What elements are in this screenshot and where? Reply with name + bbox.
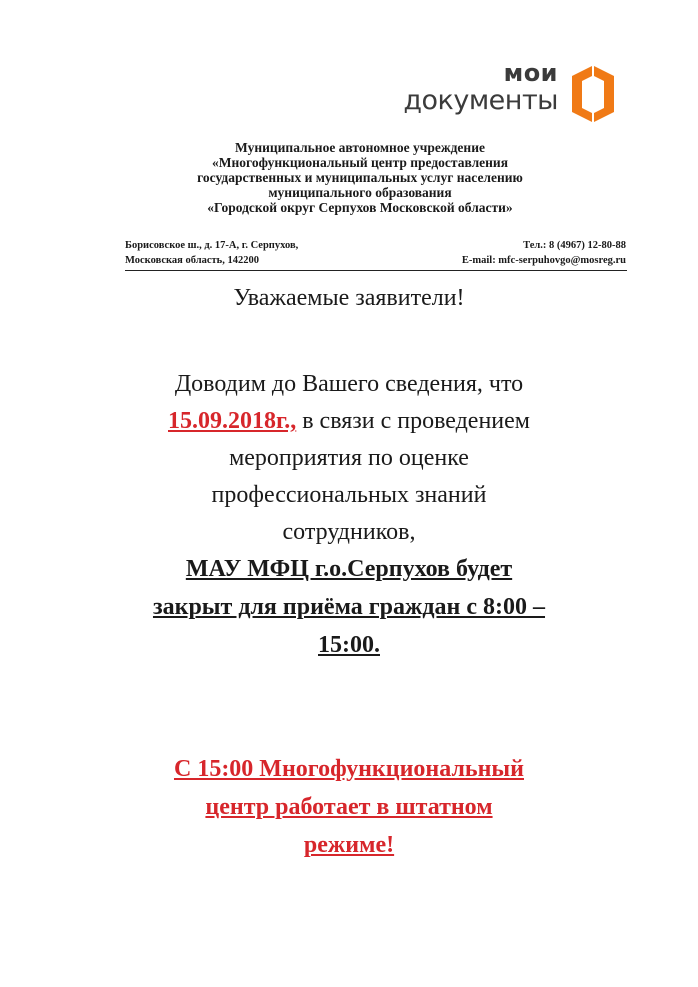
- notice-line2: центр работает в штатном: [205, 794, 493, 820]
- greeting-heading: Уважаемые заявители!: [233, 285, 465, 311]
- header-divider: [125, 270, 627, 271]
- notice-line3: режиме!: [303, 832, 395, 858]
- logo-text: [403, 60, 558, 116]
- org-line: Муниципальное автономное учреждение: [235, 140, 485, 155]
- phone-number: Тел.: 8 (4967) 12-80-88: [523, 240, 626, 251]
- reopening-notice: [0, 750, 698, 864]
- message-line4: профессиональных знаний: [211, 482, 487, 508]
- message-line2: [0, 403, 698, 440]
- message-body: [0, 366, 698, 551]
- email-address: E-mail: mfc-serpuhovgo@mosreg.ru: [461, 255, 626, 266]
- message-line3: мероприятия по оценке: [229, 445, 469, 471]
- address-line2: Московская область, 142200: [125, 255, 259, 266]
- message-line1: Доводим до Вашего сведения, что: [174, 371, 524, 397]
- org-line: государственных и муниципальных услуг населению: [197, 170, 523, 185]
- postal-address: [125, 238, 298, 268]
- address-line1: Борисовское ш., д. 17-А, г. Серпухов,: [125, 240, 299, 251]
- closure-line3: 15:00.: [318, 632, 380, 658]
- logo-line1: мои: [503, 59, 558, 87]
- contact-info: [462, 238, 626, 268]
- org-line: муниципального образования: [268, 185, 452, 200]
- notice-line1: С 15:00 Многофункциональный: [173, 756, 524, 782]
- closure-line2: закрыт для приёма граждан с 8:00 –: [152, 594, 546, 620]
- message-line2-rest: в связи с проведением: [296, 408, 530, 434]
- closure-date: 15.09.2018г.,: [168, 408, 297, 434]
- logo-mark-icon: [566, 62, 620, 124]
- logo-line2: документы: [403, 85, 558, 116]
- org-line: «Городской округ Серпухов Московской области»: [207, 200, 513, 215]
- closure-line1: МАУ МФЦ г.о.Серпухов будет: [185, 556, 513, 582]
- moi-dokumenty-logo: [388, 60, 620, 130]
- org-line: «Многофункциональный центр предоставления: [212, 155, 508, 170]
- organization-header: [90, 140, 630, 215]
- message-line5: сотрудников,: [282, 519, 416, 545]
- closure-statement: [0, 550, 698, 664]
